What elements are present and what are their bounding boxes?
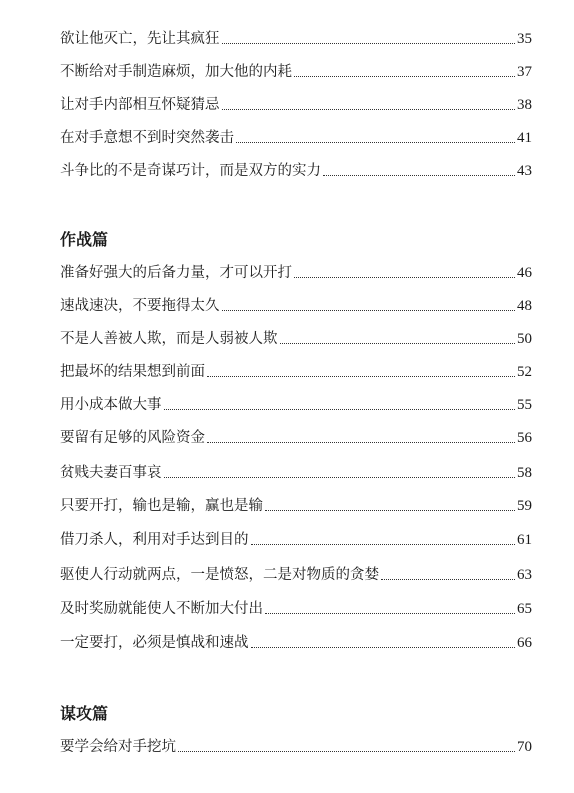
dot-leader [280,343,516,344]
toc-entry[interactable] [60,564,532,586]
toc-entry-title: 一定要打，必须是慎战和速战 [60,635,249,651]
toc-entry[interactable] [60,328,532,350]
toc-entry-page: 52 [517,364,532,380]
toc-entry[interactable] [60,736,532,758]
dot-leader [178,751,515,752]
toc-entry-page: 59 [517,498,532,514]
toc-entry[interactable] [60,394,532,416]
toc-entry-title: 要学会给对手挖坑 [60,739,176,755]
toc-entry-page: 70 [517,739,532,755]
toc-entry-title: 用小成本做大事 [60,397,162,413]
toc-entry-title: 在对手意想不到时突然袭击 [60,130,234,146]
dot-leader [265,510,515,511]
toc-entry-page: 35 [517,31,532,47]
toc-entry-title: 把最坏的结果想到前面 [60,364,205,380]
toc-entry[interactable] [60,427,532,449]
dot-leader [207,442,515,443]
toc-entry[interactable] [60,295,532,317]
toc-entry-page: 58 [517,465,532,481]
toc-entry-title: 准备好强大的后备力量，才可以开打 [60,265,292,281]
toc-entry[interactable] [60,160,532,182]
toc-entry-page: 37 [517,64,532,80]
dot-leader [381,579,515,580]
toc-entry-title: 不是人善被人欺，而是人弱被人欺 [60,331,278,347]
toc-entry-title: 要留有足够的风险资金 [60,430,205,446]
toc-entry[interactable] [60,28,532,50]
dot-leader [251,647,516,648]
dot-leader [222,109,516,110]
toc-entry-title: 让对手内部相互怀疑猜忌 [60,97,220,113]
toc-entry-page: 66 [517,635,532,651]
toc-entry-title: 驱使人行动就两点，一是愤怒，二是对物质的贪婪 [60,567,379,583]
toc-entry[interactable] [60,94,532,116]
toc-entry-page: 46 [517,265,532,281]
toc-entry-page: 43 [517,163,532,179]
section-heading: 作战篇 [60,230,109,249]
dot-leader [323,175,515,176]
toc-entry[interactable] [60,529,532,551]
dot-leader [164,409,516,410]
dot-leader [265,613,515,614]
toc-entry[interactable] [60,61,532,83]
toc-entry[interactable] [60,262,532,284]
toc-entry-page: 65 [517,601,532,617]
dot-leader [222,43,516,44]
dot-leader [294,277,515,278]
toc-entry-title: 及时奖励就能使人不断加大付出 [60,601,263,617]
toc-entry-page: 50 [517,331,532,347]
toc-entry-page: 38 [517,97,532,113]
toc-entry-title: 不断给对手制造麻烦，加大他的内耗 [60,64,292,80]
toc-entry-page: 41 [517,130,532,146]
dot-leader [294,76,515,77]
toc-entry[interactable] [60,495,532,517]
toc-entry[interactable] [60,127,532,149]
toc-entry-title: 斗争比的不是奇谋巧计，而是双方的实力 [60,163,321,179]
toc-entry-title: 欲让他灭亡，先让其疯狂 [60,31,220,47]
toc-entry-page: 56 [517,430,532,446]
toc-entry[interactable] [60,598,532,620]
toc-entry-page: 55 [517,397,532,413]
toc-entry[interactable] [60,361,532,383]
toc-entry-page: 48 [517,298,532,314]
toc-entry-title: 只要开打，输也是输，赢也是输 [60,498,263,514]
dot-leader [164,477,516,478]
toc-entry[interactable] [60,632,532,654]
toc-entry-page: 63 [517,567,532,583]
toc-entry-title: 借刀杀人，利用对手达到目的 [60,532,249,548]
dot-leader [251,544,516,545]
dot-leader [236,142,515,143]
dot-leader [207,376,515,377]
section-heading: 谋攻篇 [60,704,109,723]
toc-entry-title: 速战速决，不要拖得太久 [60,298,220,314]
toc-entry-title: 贫贱夫妻百事哀 [60,465,162,481]
toc-entry[interactable] [60,462,532,484]
dot-leader [222,310,516,311]
toc-entry-page: 61 [517,532,532,548]
